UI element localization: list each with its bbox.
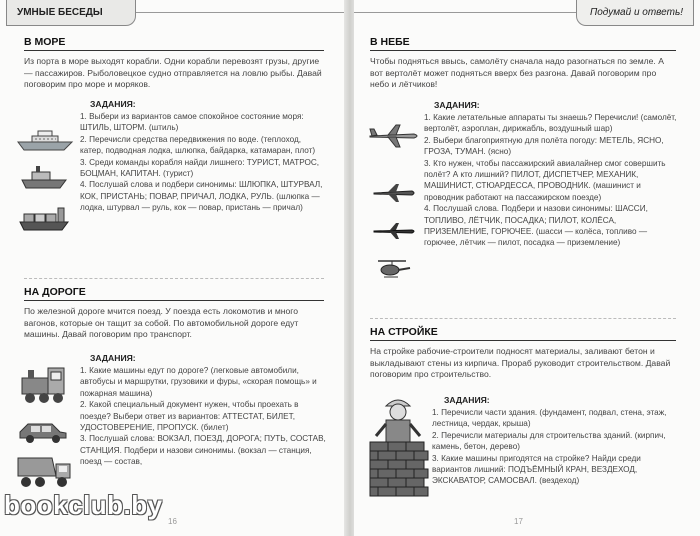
header-rule	[354, 12, 576, 13]
section-title-build: НА СТРОЙКЕ	[370, 326, 676, 341]
ship-icon	[16, 128, 74, 152]
tasks-label-sky: ЗАДАНИЯ:	[434, 100, 480, 110]
section-intro-sky: Чтобы подняться ввысь, самолёту сначала надо разогнаться по земле. А вот вертолёт может подняться вверх без разгона. Давай поговорим про небо и лётчиков!	[370, 56, 664, 90]
task-item: 3. Послушай слова: ВОКЗАЛ, ПОЕЗД, ДОРОГА; ПУТЬ, СОСТАВ, СТАНЦИЯ. Подбери и назови синонимы. (вокзал — станция, поезд — состав,	[80, 434, 326, 467]
airplane-icon	[368, 124, 420, 148]
section-title-road: НА ДОРОГЕ	[24, 286, 324, 301]
section-divider	[24, 278, 324, 279]
task-item: 1. Перечисли части здания. (фундамент, подвал, стена, этаж, лестница, чердак, крыша)	[432, 408, 667, 429]
task-list-road	[80, 365, 326, 468]
task-item: 2. Перечисли средства передвижения по воде. (теплоход, катер, подводная лодка, шлюпка, байдарка, катамаран, плот)	[80, 134, 316, 156]
task-item: 1. Какие машины едут по дороге? (легковые автомобили, автобусы и маршрутки, грузовики и фуры, «скорая помощь» и пожарная машина)	[80, 366, 317, 398]
page-number: 17	[514, 517, 523, 526]
right-page	[354, 0, 700, 536]
builder-icon	[368, 392, 430, 500]
section-intro-road: По железной дороге мчится поезд. У поезда есть локомотив и много вагонов, которые он тащит за собой. По автомобильной дороге едут машины. Давай поговорим про транспорт.	[24, 306, 299, 340]
task-item: 1. Выбери из вариантов самое спокойное состояние моря: ШТИЛЬ, ШТОРМ. (штиль)	[80, 112, 304, 133]
task-item: 2. Какой специальный документ нужен, чтобы проехать в поезде? Выбери ответ из вариантов: АТТЕСТАТ, БИЛЕТ, УДОСТОВЕРЕНИЕ, ПРОПУСК. (билет)	[80, 400, 299, 433]
section-title-sea: В МОРЕ	[24, 36, 324, 51]
task-item: 2. Перечисли материалы для строительства зданий. (кирпич, камень, бетон, дерево)	[432, 430, 666, 452]
task-item: 4. Послушай слова и подбери синонимы: ШЛЮПКА, ШТУРВАЛ, КОК, ПРИСТАНЬ; ПОВАР, ПРИЧАЛ, ЛОДКА, РУЛЬ. (шлюпка — лодка, штурвал — руль, кок — повар, пристань — причал)	[80, 180, 323, 213]
header-rule	[136, 12, 346, 13]
task-list-build	[432, 407, 682, 487]
task-item: 3. Кто нужен, чтобы пассажирский авиалайнер смог совершить полёт? А кто лишний? ПИЛОТ, ДИСПЕТЧЕР, МЕХАНИК, МАШИНИСТ, СТЮАРДЕССА, ПРОВОДНИК. (машинист и проводник работают на пассажирском поезде)	[424, 158, 666, 202]
section-intro-sea: Из порта в море выходят корабли. Одни корабли перевозят грузы, другие — пассажиров. Рыболовецкое судно отправляется на ловлю рыбы. Давай поговорим про море и моряков.	[24, 56, 322, 90]
task-list-sea	[80, 111, 326, 214]
page-number: 16	[168, 517, 177, 526]
tasks-label-build: ЗАДАНИЯ:	[444, 395, 490, 405]
section-divider	[370, 318, 676, 319]
task-item: 2. Выбери благоприятную для полёта погоду: МЕТЕЛЬ, ЯСНО, ГРОЗА, ТУМАН. (ясно)	[424, 135, 664, 157]
task-item: 4. Послушай слова. Подбери и назови синонимы: ШАССИ, ТОПЛИВО, ЛЁТЧИК, ПОСАДКА; ПИЛОТ, КОЛЁСА, ПРИЗЕМЛЕНИЕ, ГОРЮЧЕЕ. (шасси — колёса, топливо — горючее, лётчик — пилот, посадка — приземление)	[424, 204, 648, 248]
small-plane-icon	[372, 220, 416, 242]
task-list-sky	[424, 112, 680, 249]
train-icon	[18, 364, 68, 406]
jet-icon	[372, 182, 416, 204]
section-header-tab: Подумай и ответь!	[576, 0, 694, 26]
left-page	[0, 0, 346, 536]
section-title-sky: В НЕБЕ	[370, 36, 676, 51]
car-icon	[16, 418, 70, 444]
section-intro-build: На стройке рабочие-строители подносят материалы, заливают бетон и выкладывают стены из кирпича. Прораб руководит строительством. Давай поговорим про строительство.	[370, 346, 671, 380]
task-item: 1. Какие летательные аппараты ты знаешь? Перечисли! (самолёт, вертолёт, аэроплан, дирижабль, воздушный шар)	[424, 113, 677, 134]
section-header-tab: УМНЫЕ БЕСЕДЫ	[6, 0, 136, 26]
dump-truck-icon	[14, 452, 74, 490]
tasks-label-road: ЗАДАНИЯ:	[90, 353, 136, 363]
task-item: 3. Среди команды корабля найди лишнего: ТУРИСТ, МАТРОС, БОЦМАН, КАПИТАН. (турист)	[80, 157, 320, 179]
watermark-text: bookclub.by	[4, 490, 163, 520]
boat-icon	[20, 164, 68, 190]
tasks-label-sea: ЗАДАНИЯ:	[90, 99, 136, 109]
task-item: 3. Какие машины пригодятся на стройке? Найди среди вариантов лишний: ПОДЪЁМНЫЙ КРАН, ВЕЗДЕХОД, ЭКСКАВАТОР, САМОСВАЛ. (вездеход)	[432, 453, 641, 486]
cargo-ship-icon	[18, 204, 70, 232]
helicopter-icon	[376, 258, 412, 280]
